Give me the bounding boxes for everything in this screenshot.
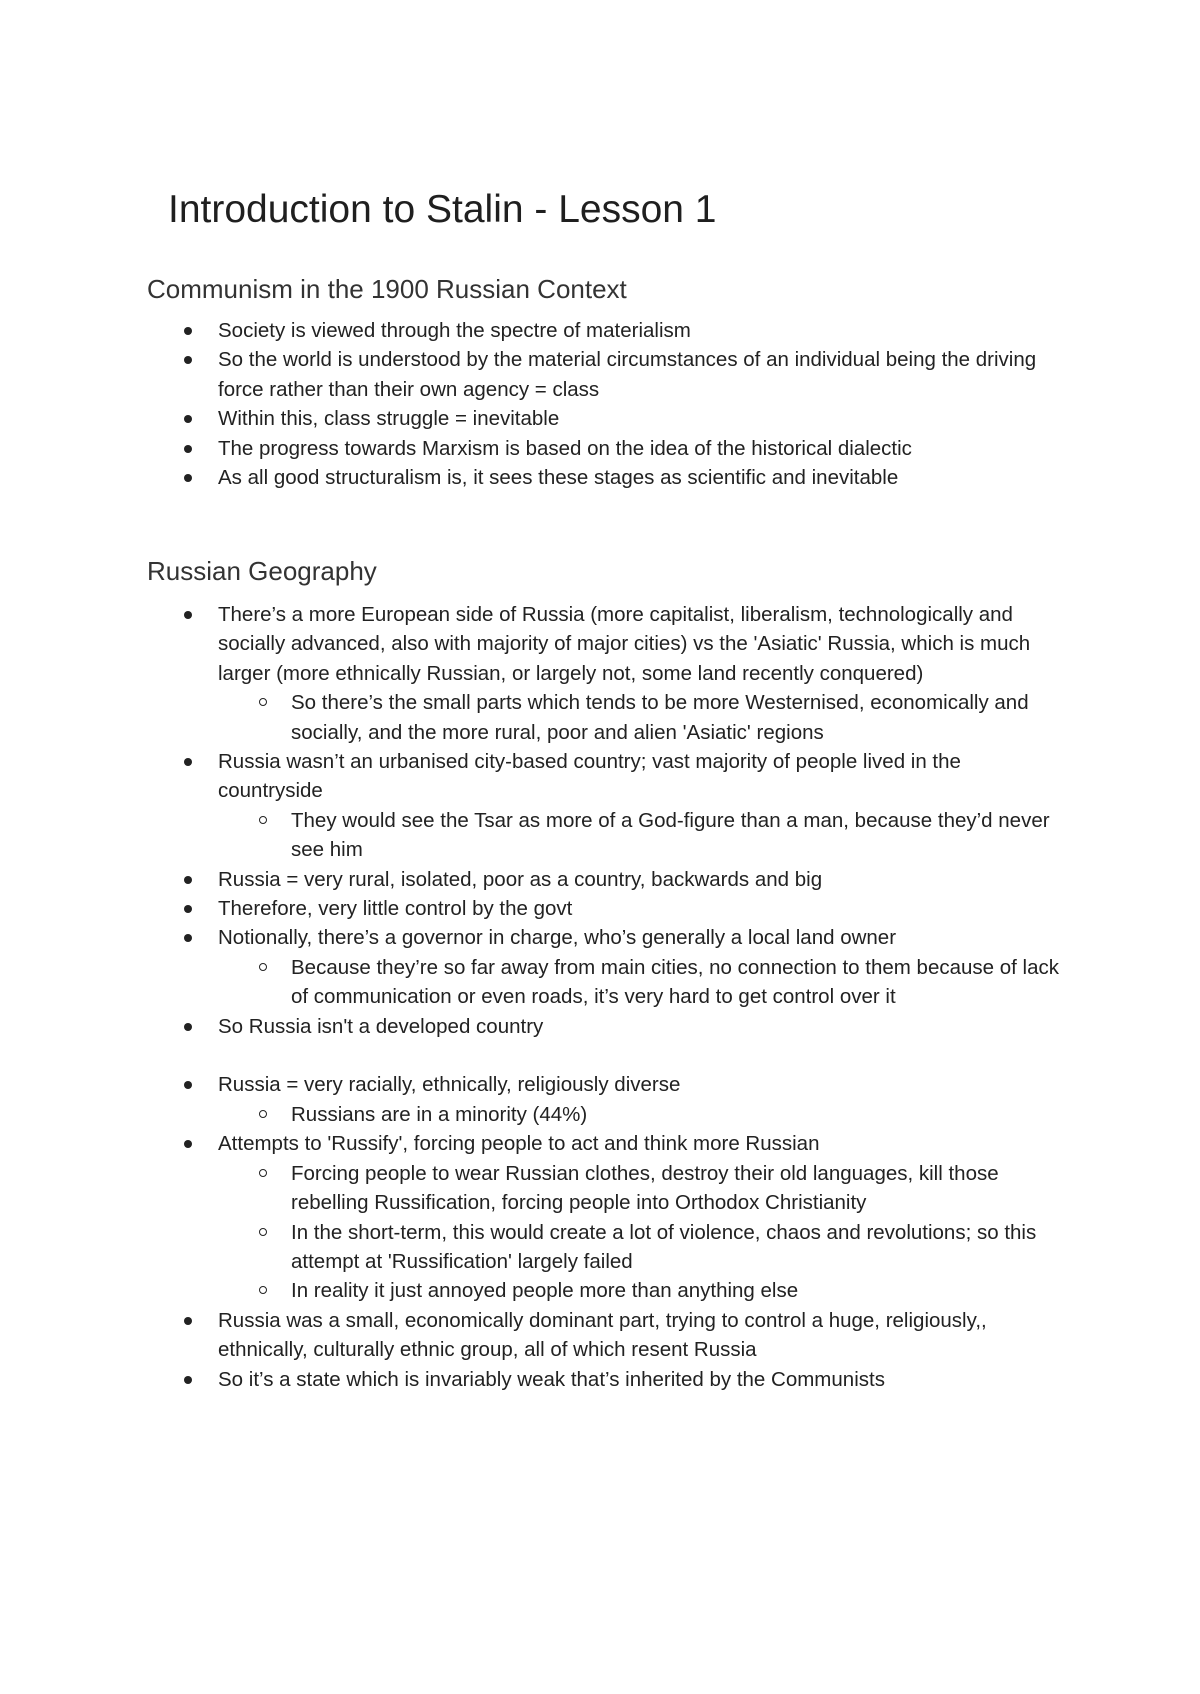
section-heading-geography: Russian Geography [147, 556, 377, 586]
bullet-item: So it’s a state which is invariably weak that’s inherited by the Communists [218, 1365, 1068, 1394]
bullet-item: Russia = very rural, isolated, poor as a country, backwards and big [218, 865, 1068, 894]
bullet-item: As all good structuralism is, it sees these stages as scientific and inevitable [218, 463, 1068, 492]
bullet-item: Attempts to 'Russify', forcing people to act and think more Russian [218, 1129, 1068, 1158]
bullet-item: Russia wasn’t an urbanised city-based country; vast majority of people lived in the countryside [218, 747, 1068, 806]
section-heading-communism: Communism in the 1900 Russian Context [147, 274, 627, 304]
bullet-item: Notionally, there’s a governor in charge, who’s generally a local land owner [218, 923, 1068, 952]
sub-bullet-item: In reality it just annoyed people more than anything else [291, 1276, 1071, 1305]
bullet-item: Russia = very racially, ethnically, religiously diverse [218, 1070, 1068, 1099]
bullet-item: Russia was a small, economically dominant part, trying to control a huge, religiously,, ethnically, culturally ethnic group, all of which resent Russia [218, 1306, 1068, 1365]
bullet-item: There’s a more European side of Russia (more capitalist, liberalism, technologically and socially advanced, also with majority of major cities) vs the 'Asiatic' Russia, which is much larger (more ethnically Russian, or largely not, some land recently conquered) [218, 600, 1068, 688]
list-spacer [0, 1041, 1200, 1070]
sub-bullet-item: So there’s the small parts which tends to be more Westernised, economically and socially, and the more rural, poor and alien 'Asiatic' regions [291, 688, 1071, 747]
bullet-item: So the world is understood by the material circumstances of an individual being the driving force rather than their own agency = class [218, 345, 1068, 404]
bullet-item: Within this, class struggle = inevitable [218, 404, 1068, 433]
sub-bullet-item: They would see the Tsar as more of a God-figure than a man, because they’d never see him [291, 806, 1071, 865]
document-title: Introduction to Stalin - Lesson 1 [168, 188, 717, 231]
sub-bullet-item: Forcing people to wear Russian clothes, destroy their old languages, kill those rebelling Russification, forcing people into Orthodox Christianity [291, 1159, 1071, 1218]
bullet-item: Therefore, very little control by the govt [218, 894, 1068, 923]
section-list-geography [0, 600, 1200, 1394]
sub-bullet-item: Because they’re so far away from main cities, no connection to them because of lack of communication or even roads, it’s very hard to get control over it [291, 953, 1071, 1012]
bullet-item: So Russia isn't a developed country [218, 1012, 1068, 1041]
sub-bullet-item: In the short-term, this would create a lot of violence, chaos and revolutions; so this attempt at 'Russification' largely failed [291, 1218, 1071, 1277]
section-list-communism [0, 316, 1200, 492]
sub-bullet-item: Russians are in a minority (44%) [291, 1100, 1071, 1129]
bullet-item: Society is viewed through the spectre of materialism [218, 316, 1068, 345]
bullet-item: The progress towards Marxism is based on the idea of the historical dialectic [218, 434, 1068, 463]
